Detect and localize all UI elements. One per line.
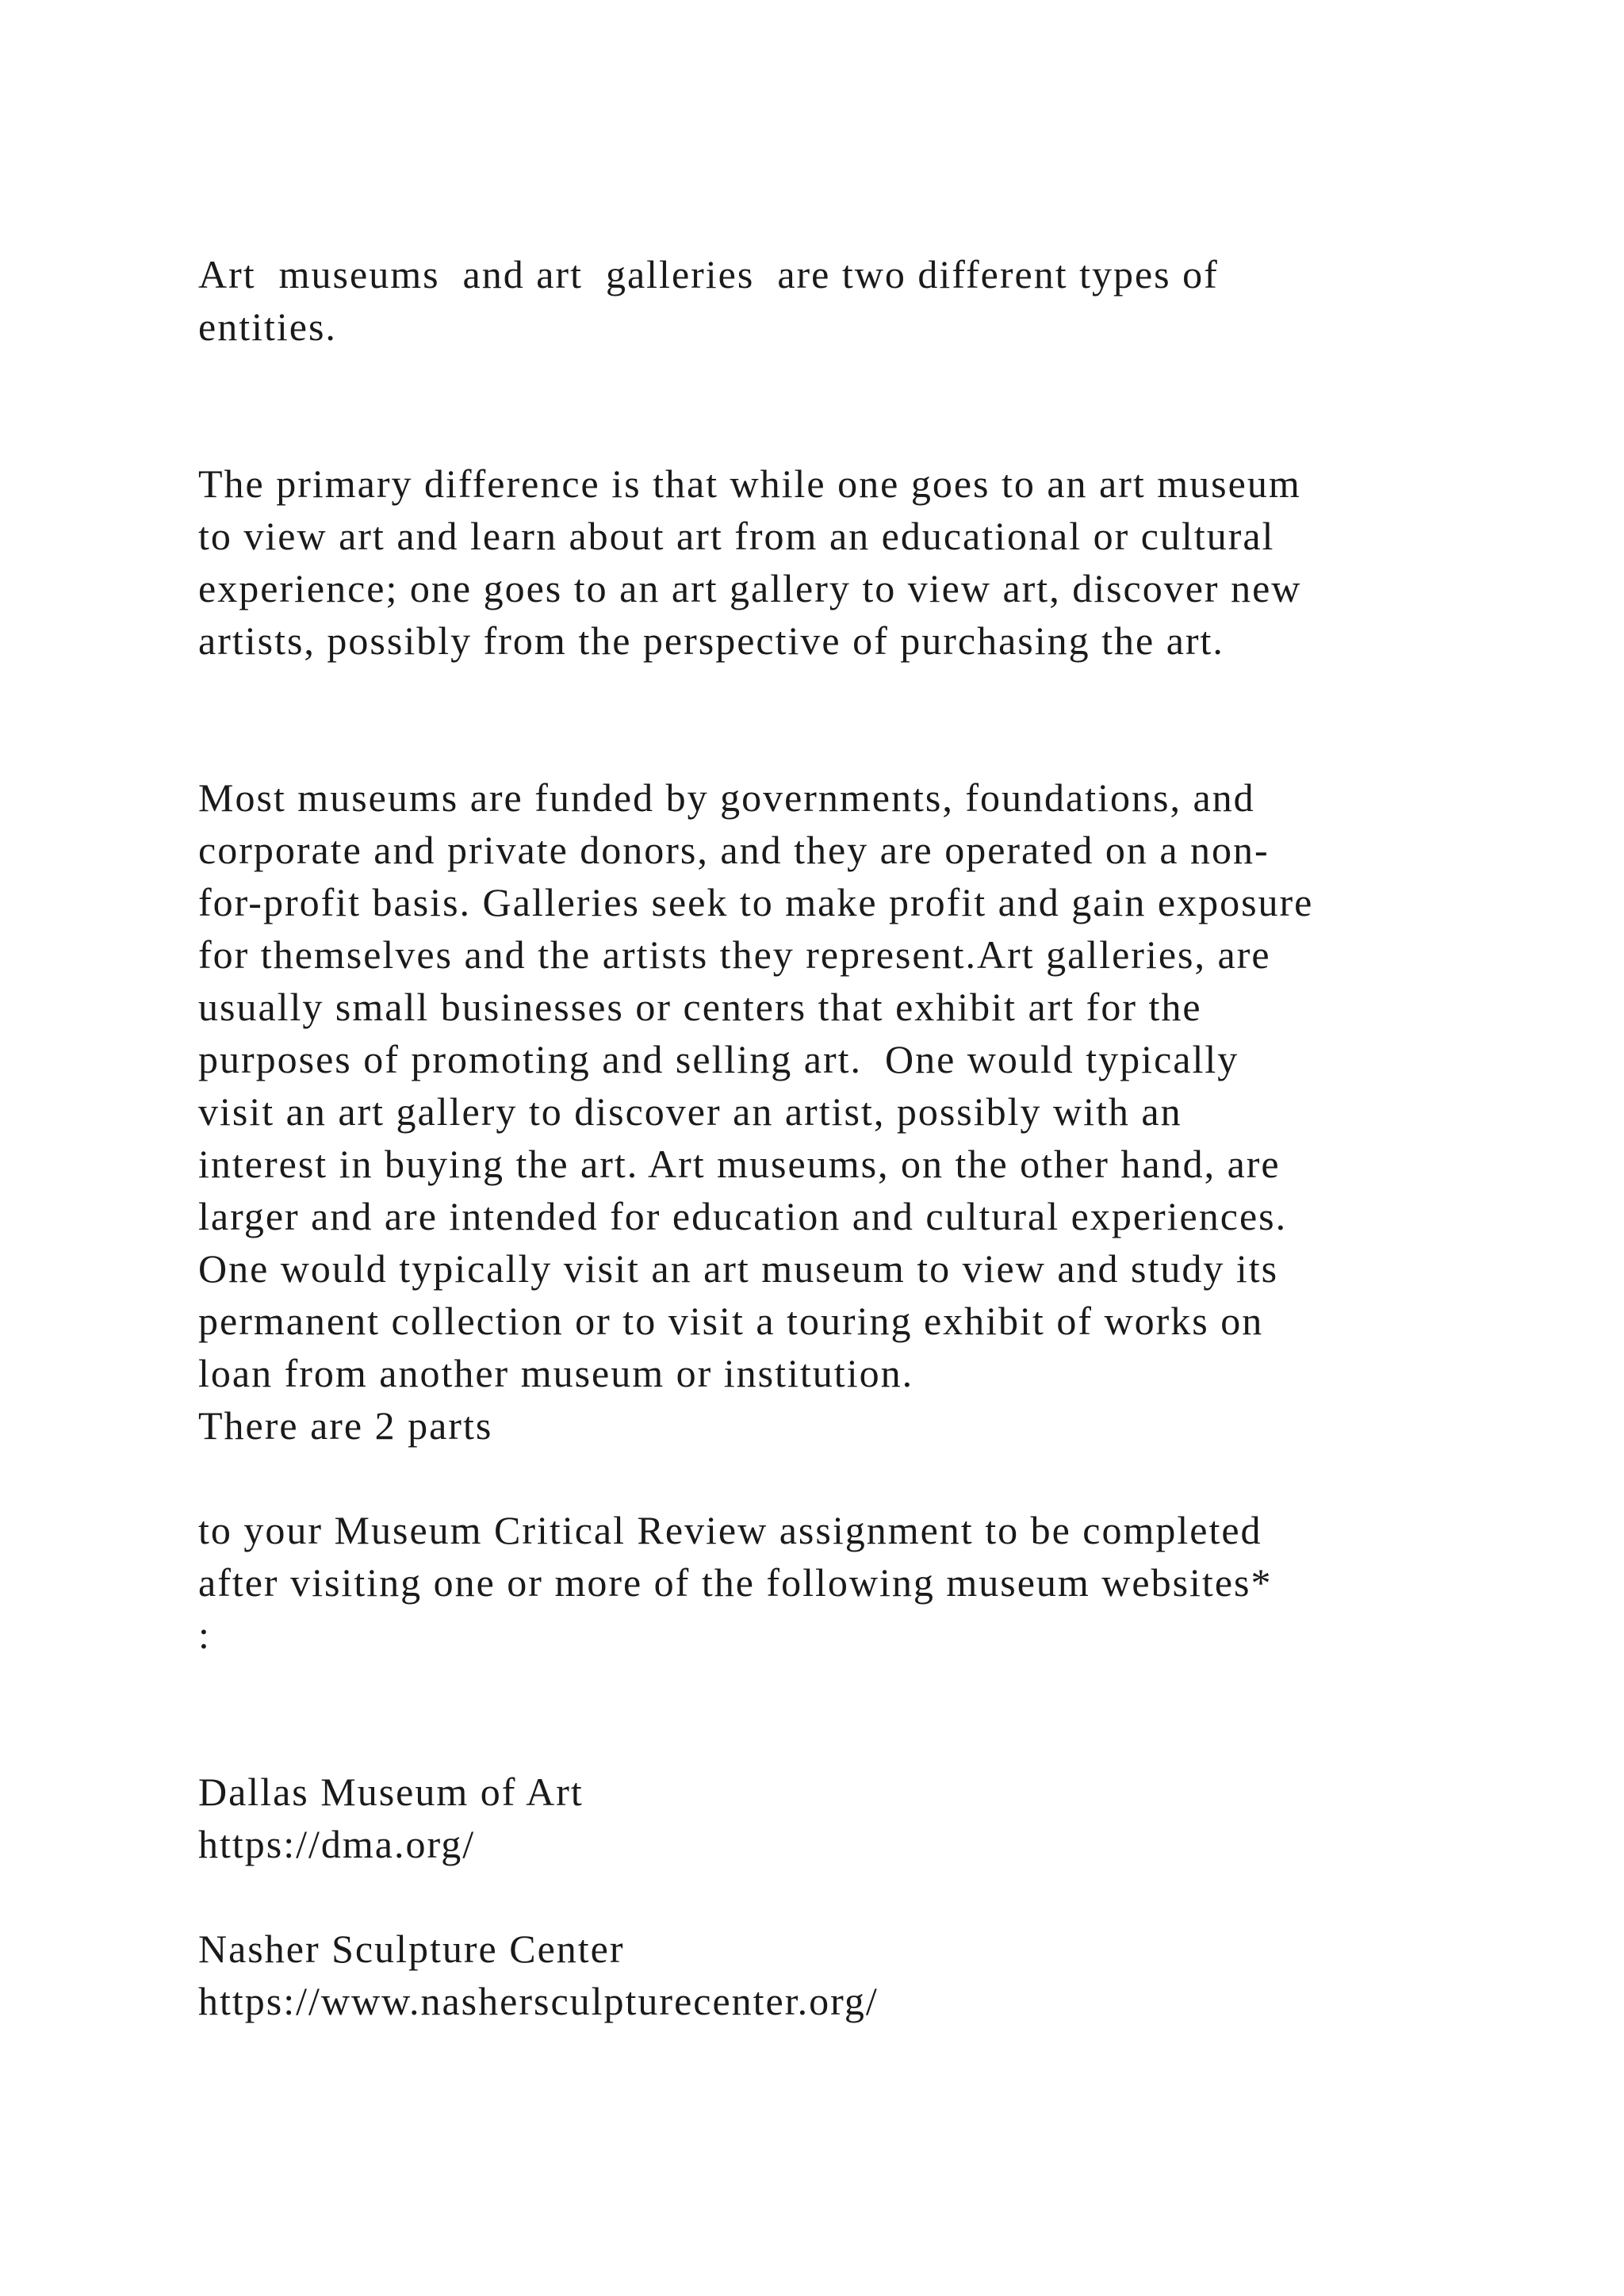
intro-line-2: entities.	[198, 304, 337, 349]
parts-line: There are 2 parts	[198, 1403, 493, 1448]
funding-line-9: larger and are intended for education and cultural experiences.	[198, 1194, 1288, 1238]
funding-line-12: loan from another museum or institution.	[198, 1351, 914, 1395]
museum-name-nasher: Nasher Sculpture Center	[198, 1927, 625, 1971]
funding-line-6: purposes of promoting and selling art. One would typically	[198, 1037, 1239, 1081]
museum-link-nasher[interactable]: https://www.nashersculpturecenter.org/	[198, 1979, 879, 2023]
difference-line-2: to view art and learn about art from an educational or cultural	[198, 514, 1275, 558]
museum-url-dallas[interactable]	[198, 1818, 475, 1870]
funding-line-11: permanent collection or to visit a touring exhibit of works on	[198, 1299, 1264, 1343]
funding-line-2: corporate and private donors, and they are operated on a non-	[198, 828, 1270, 872]
assignment-line-2: after visiting one or more of the following museum websites*	[198, 1560, 1273, 1605]
funding-line-3: for-profit basis. Galleries seek to make profit and gain exposure	[198, 880, 1314, 924]
assignment-line-1: to your Museum Critical Review assignment to be completed	[198, 1508, 1262, 1552]
museum-name-dallas: Dallas Museum of Art	[198, 1770, 584, 1814]
funding-line-10: One would typically visit an art museum to view and study its	[198, 1246, 1279, 1291]
funding-line-7: visit an art gallery to discover an artist, possibly with an	[198, 1089, 1182, 1134]
funding-line-8: interest in buying the art. Art museums, on the other hand, are	[198, 1142, 1281, 1186]
museum-url-nasher[interactable]	[198, 1975, 879, 2027]
difference-line-4: artists, possibly from the perspective of purchasing the art.	[198, 618, 1224, 663]
funding-line-5: usually small businesses or centers that exhibit art for the	[198, 985, 1202, 1029]
intro-line-1: Art museums and art galleries are two different types of	[198, 252, 1219, 297]
funding-line-4: for themselves and the artists they represent.Art galleries, are	[198, 932, 1271, 977]
difference-line-1: The primary difference is that while one goes to an art museum	[198, 461, 1301, 506]
museum-link-dallas[interactable]: https://dma.org/	[198, 1822, 476, 1866]
difference-line-3: experience; one goes to an art gallery to view art, discover new	[198, 566, 1302, 610]
funding-line-1: Most museums are funded by governments, foundations, and	[198, 775, 1255, 820]
assignment-line-3: :	[198, 1613, 211, 1657]
